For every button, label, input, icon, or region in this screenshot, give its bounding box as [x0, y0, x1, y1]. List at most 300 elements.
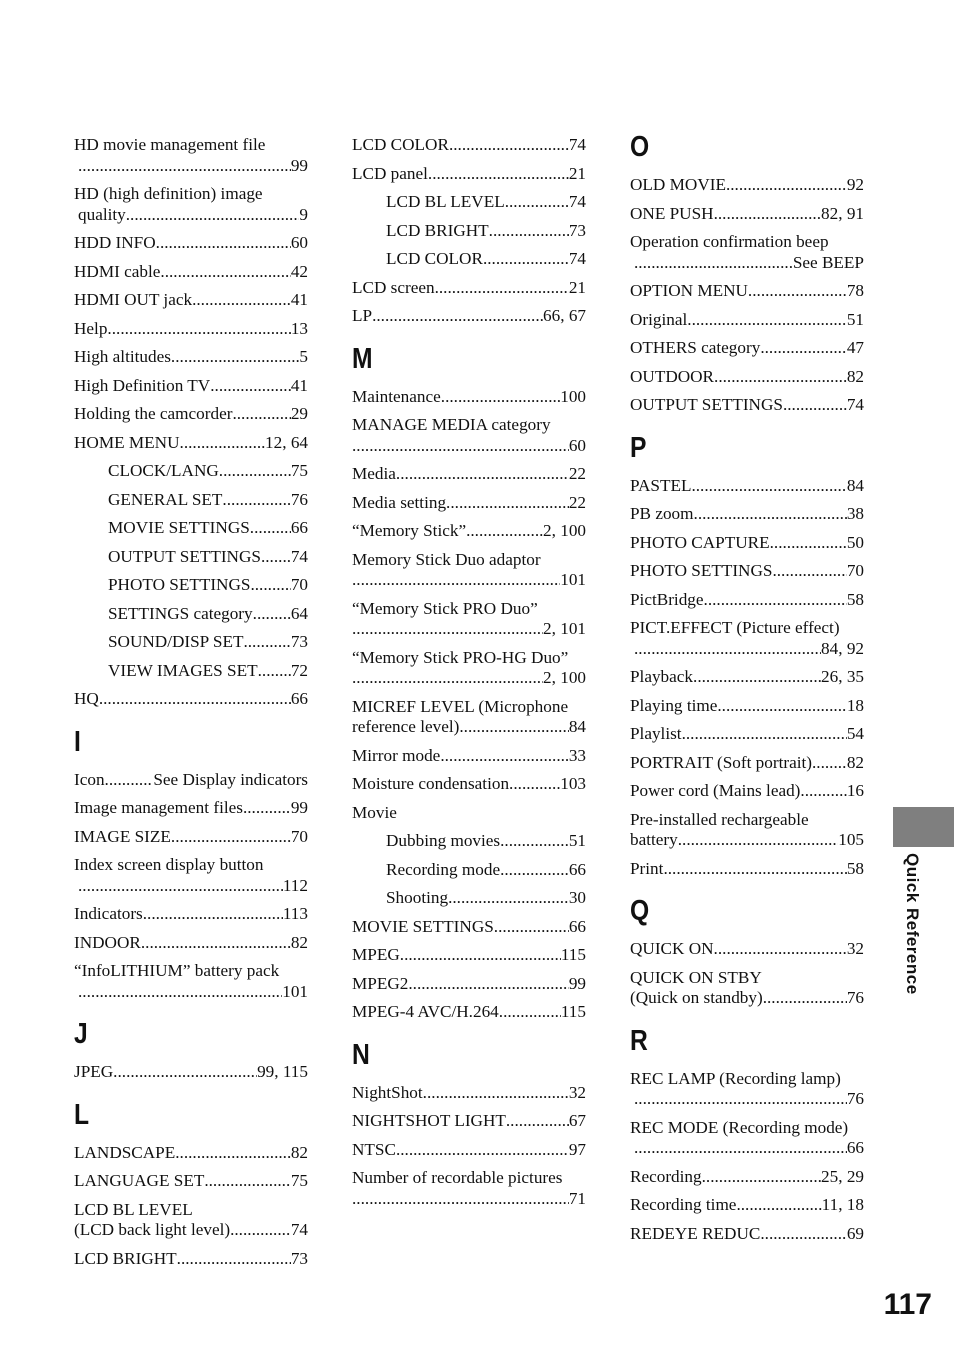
- entry-text: Moisture condensation: [352, 774, 510, 793]
- entry-line: [352, 1111, 586, 1132]
- entry-text: LCD COLOR: [352, 135, 449, 154]
- index-entry-lcd-panel: [352, 160, 586, 189]
- index-entry-pictbridge: [630, 586, 864, 615]
- page-reference: 2, 100: [543, 668, 586, 687]
- page-reference: 101: [282, 981, 308, 1001]
- index-entry-recording-time: [630, 1191, 864, 1220]
- entry-line: [352, 135, 586, 156]
- entry-text: “Memory Stick PRO Duo”: [352, 598, 538, 618]
- index-entry-operation-confirmation-beep: [630, 228, 864, 277]
- entry-line: [74, 933, 308, 954]
- entry-line: [630, 618, 864, 639]
- page-reference: 42: [290, 261, 308, 281]
- entry-text: reference level): [352, 717, 460, 736]
- entry-line: [630, 830, 864, 851]
- entry-text: NTSC: [352, 1139, 396, 1159]
- entry-line: [352, 974, 586, 995]
- entry-text: OLD MOVIE: [630, 175, 726, 194]
- index-entry-output-settings: [630, 391, 864, 420]
- page-number: 117: [883, 1288, 932, 1321]
- entry-line: [108, 547, 308, 568]
- dot-leader: [192, 290, 291, 311]
- page-reference: 26, 35: [821, 667, 864, 686]
- page-reference: 38: [846, 504, 864, 523]
- dot-leader: [704, 590, 847, 611]
- entry-line: [352, 746, 586, 767]
- entry-line: [630, 724, 864, 745]
- entry-line: [74, 876, 308, 897]
- entry-text: (LCD back light level): [74, 1220, 231, 1239]
- index-entry-pict-effect-picture-effect: [630, 614, 864, 663]
- entry-line: [352, 668, 586, 689]
- page-reference: 66: [290, 689, 308, 708]
- index-entry-old-movie: [630, 171, 864, 200]
- page-reference: 76: [290, 489, 308, 509]
- dot-leader: [428, 164, 569, 185]
- page-reference: 73: [290, 632, 308, 651]
- page-reference: 33: [568, 745, 586, 765]
- index-entry-one-push: [630, 200, 864, 229]
- page-reference: 115: [560, 945, 586, 964]
- index-entry-pastel: [630, 472, 864, 501]
- dot-leader: [78, 876, 283, 897]
- page-reference: 51: [568, 831, 586, 850]
- entry-text: REDEYE REDUC: [630, 1223, 761, 1243]
- dot-leader: [160, 262, 290, 283]
- page-reference: 74: [290, 1220, 308, 1239]
- index-entry-image-size: [74, 823, 308, 852]
- entry-line: [74, 135, 308, 156]
- letter-heading-i: I: [74, 725, 81, 758]
- entry-line: [74, 689, 308, 710]
- entry-line: [630, 253, 864, 274]
- page-reference: 18: [846, 695, 864, 715]
- page-reference: 74: [290, 546, 308, 566]
- entry-line: [352, 697, 586, 718]
- entry-text: OTHERS category: [630, 338, 761, 357]
- page-reference: 51: [846, 309, 864, 329]
- index-entry-rec-mode-recording-mode: [630, 1114, 864, 1163]
- dot-leader: [177, 1249, 291, 1270]
- index-entry-memory-stick: [352, 517, 586, 546]
- entry-line: [74, 961, 308, 982]
- dot-leader: [499, 1002, 561, 1023]
- index-entry-playlist: [630, 720, 864, 749]
- entry-line: [74, 770, 308, 791]
- dot-leader: [714, 367, 847, 388]
- dot-leader: [446, 493, 569, 514]
- page-reference: 99: [568, 973, 586, 993]
- index-entry-hdmi-out-jack: [74, 286, 308, 315]
- entry-text: PictBridge: [630, 589, 704, 609]
- dot-leader: [105, 770, 154, 791]
- entry-line: [108, 604, 308, 625]
- entry-text: MANAGE MEDIA category: [352, 415, 551, 434]
- entry-text: HDMI cable: [74, 261, 161, 281]
- entry-line: [74, 1143, 308, 1164]
- entry-line: [74, 982, 308, 1003]
- entry-text: High Definition TV: [74, 375, 211, 395]
- entry-text: Mirror mode: [352, 745, 441, 765]
- entry-line: [352, 619, 586, 640]
- entry-line: [74, 798, 308, 819]
- index-entry-sound-disp-set: [74, 628, 308, 657]
- entry-text: Original: [630, 309, 688, 329]
- page-reference: 32: [846, 939, 864, 958]
- entry-line: [630, 1167, 864, 1188]
- index-entry-others-category: [630, 334, 864, 363]
- entry-text: SETTINGS category: [108, 603, 253, 623]
- dot-leader: [78, 156, 291, 177]
- entry-text: MOVIE SETTINGS: [108, 518, 250, 537]
- dot-leader: [352, 436, 569, 457]
- letter-heading-o: O: [630, 131, 650, 163]
- entry-line: [630, 232, 864, 253]
- entry-text: PICT.EFFECT (Picture effect): [630, 618, 840, 637]
- dot-leader: [494, 917, 569, 938]
- entry-text: Playlist: [630, 724, 682, 743]
- index-entry-hdmi-cable: [74, 258, 308, 287]
- index-column-1: [74, 131, 308, 1273]
- index-entry-mpeg: [352, 941, 586, 970]
- entry-text: LCD panel: [352, 163, 428, 183]
- page-reference: 73: [568, 220, 586, 240]
- page-reference: 99: [290, 155, 308, 175]
- entry-line: [386, 860, 586, 881]
- page-reference: 78: [846, 281, 864, 300]
- entry-text: OUTPUT SETTINGS: [630, 395, 783, 414]
- dot-leader: [78, 982, 282, 1003]
- dot-leader: [352, 1189, 569, 1210]
- entry-text: Pre-installed rechargeable: [630, 809, 809, 829]
- dot-leader: [232, 404, 290, 425]
- page-reference: 101: [560, 570, 586, 589]
- dot-leader: [400, 945, 561, 966]
- index-entry-hd-high-definition-image: [74, 180, 308, 229]
- index-entry-maintenance: [352, 383, 586, 412]
- section-tab: [893, 807, 954, 847]
- entry-line: [630, 1138, 864, 1159]
- index-entry-pb-zoom: [630, 500, 864, 529]
- index-entry-shooting: [352, 884, 586, 913]
- page-reference: 72: [290, 660, 308, 680]
- page-reference: 22: [568, 492, 586, 512]
- dot-leader: [783, 395, 847, 416]
- index-entry-portrait-soft-portrait: [630, 749, 864, 778]
- entry-text: Print: [630, 858, 664, 878]
- entry-text: QUICK ON STBY: [630, 967, 762, 987]
- dot-leader: [352, 668, 543, 689]
- index-entry-lcd-screen: [352, 274, 586, 303]
- entry-text: Maintenance: [352, 386, 441, 406]
- index-entry-photo-settings: [74, 571, 308, 600]
- entry-text: GENERAL SET: [108, 489, 223, 509]
- letter-heading-n: N: [352, 1038, 370, 1071]
- entry-line: [352, 550, 586, 571]
- dot-leader: [678, 830, 838, 851]
- dot-leader: [489, 221, 569, 242]
- letter-heading-m: M: [352, 342, 373, 375]
- entry-text: LCD BL LEVEL: [386, 192, 505, 211]
- page-reference: 16: [846, 781, 864, 800]
- entry-text: PHOTO SETTINGS: [108, 575, 251, 594]
- index-entry-photo-settings: [630, 557, 864, 586]
- dot-leader: [243, 798, 291, 819]
- dot-leader: [483, 249, 569, 270]
- index-entry-lcd-color: [352, 245, 586, 274]
- page-reference: 60: [568, 435, 586, 455]
- entry-line: [352, 387, 586, 408]
- entry-text: HOME MENU: [74, 432, 180, 452]
- index-entry-indicators: [74, 900, 308, 929]
- page-reference: 64: [290, 603, 308, 623]
- entry-text: Holding the camcorder: [74, 404, 233, 423]
- page-reference: 2, 101: [543, 619, 586, 638]
- entry-line: [74, 855, 308, 876]
- entry-line: [74, 404, 308, 425]
- entry-line: [352, 599, 586, 620]
- dot-leader: [714, 204, 821, 225]
- dot-leader: [736, 1195, 821, 1216]
- entry-text: HQ: [74, 689, 99, 708]
- page-reference: 66: [846, 1138, 864, 1157]
- page-reference: 67: [568, 1111, 586, 1130]
- index-entry-print: [630, 855, 864, 884]
- index-entry-mpeg2: [352, 970, 586, 999]
- entry-text: Power cord (Mains lead): [630, 781, 801, 800]
- dot-leader: [763, 988, 847, 1009]
- entry-text: Operation confirmation beep: [630, 232, 829, 251]
- page-reference: 9: [299, 204, 308, 224]
- dot-leader: [760, 338, 847, 359]
- entry-text: REC LAMP (Recording lamp): [630, 1068, 841, 1088]
- entry-line: [630, 175, 864, 196]
- entry-text: LCD BRIGHT: [386, 220, 489, 240]
- index-entry-hd-movie-management-file: [74, 131, 308, 180]
- dot-leader: [694, 504, 847, 525]
- index-entry-indoor: [74, 929, 308, 958]
- entry-text: OUTDOOR: [630, 366, 715, 386]
- entry-line: [630, 1069, 864, 1090]
- dot-leader: [772, 561, 846, 582]
- dot-leader: [634, 639, 821, 660]
- entry-line: [630, 939, 864, 960]
- entry-line: [352, 1002, 586, 1023]
- index-entry-high-altitudes: [74, 343, 308, 372]
- entry-line: [74, 827, 308, 848]
- entry-line: [630, 1224, 864, 1245]
- entry-text: HD (high definition) image: [74, 184, 263, 203]
- index-entry-playback: [630, 663, 864, 692]
- entry-line: [630, 338, 864, 359]
- dot-leader: [500, 860, 569, 881]
- entry-text: Media: [352, 464, 396, 483]
- index-entry-memory-stick-duo-adaptor: [352, 546, 586, 595]
- page-reference: 47: [846, 338, 864, 357]
- index-entry-recording: [630, 1163, 864, 1192]
- entry-text: Number of recordable pictures: [352, 1168, 563, 1187]
- dot-leader: [634, 1138, 847, 1159]
- dot-leader: [99, 689, 291, 710]
- entry-text: Recording time: [630, 1195, 737, 1214]
- entry-line: [630, 310, 864, 331]
- page-reference: 58: [846, 589, 864, 609]
- entry-line: [352, 164, 586, 185]
- entry-line: [74, 347, 308, 368]
- entry-line: [386, 192, 586, 213]
- dot-leader: [141, 933, 291, 954]
- index-entry-original: [630, 306, 864, 335]
- page-reference: 66: [568, 916, 586, 936]
- entry-line: [352, 521, 586, 542]
- entry-text: MICREF LEVEL (Microphone: [352, 696, 569, 716]
- entry-text: MPEG-4 AVC/H.264: [352, 1002, 499, 1021]
- entry-line: [352, 1083, 586, 1104]
- index-entry-nightshot-light: [352, 1107, 586, 1136]
- page-reference: 13: [290, 318, 308, 338]
- page-reference: 84, 92: [821, 638, 864, 658]
- entry-line: [108, 661, 308, 682]
- section-label: Quick Reference: [903, 853, 922, 995]
- page-reference: 60: [290, 233, 308, 252]
- page-reference: 69: [846, 1223, 864, 1243]
- entry-line: [630, 204, 864, 225]
- index-entry-redeye-reduc: [630, 1220, 864, 1249]
- entry-line: [352, 436, 586, 457]
- entry-line: [108, 490, 308, 511]
- index-entry-language-set: [74, 1167, 308, 1196]
- entry-line: [74, 1220, 308, 1241]
- index-entry-movie: [352, 799, 586, 828]
- dot-leader: [693, 667, 821, 688]
- page-reference: 32: [568, 1082, 586, 1102]
- index-entry-hq: [74, 685, 308, 714]
- index-entry-lcd-bright: [74, 1245, 308, 1274]
- entry-text: Index screen display button: [74, 855, 264, 874]
- index-entry-moisture-condensation: [352, 770, 586, 799]
- entry-line: [108, 518, 308, 539]
- entry-text: Media setting: [352, 492, 447, 512]
- page-reference: 100: [560, 386, 586, 406]
- dot-leader: [180, 433, 266, 454]
- dot-leader: [682, 724, 847, 745]
- index-entry-manage-media-category: [352, 411, 586, 460]
- entry-line: [630, 781, 864, 802]
- index-entry-image-management-files: [74, 794, 308, 823]
- page-reference: 76: [846, 988, 864, 1007]
- entry-line: [386, 888, 586, 909]
- entry-line: [630, 504, 864, 525]
- dot-leader: [261, 547, 291, 568]
- dot-leader: [171, 347, 299, 368]
- entry-line: [630, 1195, 864, 1216]
- index-entry-jpeg: [74, 1058, 308, 1087]
- entry-text: INDOOR: [74, 932, 141, 952]
- entry-text: quality: [78, 204, 126, 224]
- entry-line: [74, 1200, 308, 1221]
- index-entry-mpeg-4-avc-h-264: [352, 998, 586, 1027]
- entry-line: [74, 433, 308, 454]
- index-entry-quick-on: [630, 935, 864, 964]
- entry-line: [352, 648, 586, 669]
- entry-line: [630, 561, 864, 582]
- page-reference: 82: [290, 932, 308, 952]
- index-entry-mirror-mode: [352, 742, 586, 771]
- page-reference: 84: [568, 717, 586, 736]
- entry-text: QUICK ON: [630, 939, 714, 958]
- index-entry-icon: [74, 766, 308, 795]
- entry-text: Movie: [352, 802, 397, 822]
- dot-leader: [459, 717, 568, 738]
- entry-text: ONE PUSH: [630, 203, 714, 223]
- entry-line: [74, 1171, 308, 1192]
- entry-text: OPTION MENU: [630, 281, 748, 300]
- entry-line: [108, 461, 308, 482]
- entry-text: Dubbing movies: [386, 831, 501, 850]
- page-reference: 74: [568, 135, 586, 154]
- dot-leader: [702, 1167, 821, 1188]
- dot-leader: [230, 1220, 291, 1241]
- entry-line: [630, 667, 864, 688]
- dot-leader: [143, 904, 283, 925]
- dot-leader: [449, 135, 569, 156]
- index-entry-nightshot: [352, 1079, 586, 1108]
- entry-text: NightShot: [352, 1082, 423, 1102]
- entry-line: [352, 803, 586, 824]
- entry-text: PHOTO CAPTURE: [630, 532, 770, 552]
- entry-line: [352, 774, 586, 795]
- page-reference: 50: [846, 532, 864, 552]
- dot-leader: [396, 464, 569, 485]
- entry-text: “Memory Stick PRO-HG Duo”: [352, 647, 569, 667]
- page-reference: 70: [846, 561, 864, 580]
- dot-leader: [210, 376, 291, 397]
- entry-text: battery: [630, 830, 678, 849]
- page-reference: 115: [560, 1002, 586, 1021]
- entry-line: [630, 753, 864, 774]
- entry-text: LCD COLOR: [386, 249, 483, 268]
- entry-text: CLOCK/LANG: [108, 461, 219, 480]
- page-reference: 74: [846, 395, 864, 414]
- entry-text: HDD INFO: [74, 233, 156, 252]
- page-reference: 66: [290, 518, 308, 537]
- page-reference: 75: [290, 1171, 308, 1190]
- page-reference: 22: [568, 464, 586, 483]
- page-reference: 71: [568, 1188, 586, 1208]
- index-entry-pre-installed-rechargeable: [630, 806, 864, 855]
- dot-leader: [717, 696, 846, 717]
- entry-text: PHOTO SETTINGS: [630, 561, 773, 580]
- dot-leader: [509, 774, 560, 795]
- page-reference: 41: [290, 290, 308, 309]
- entry-text: (Quick on standby): [630, 988, 763, 1007]
- index-entry-movie-settings: [352, 913, 586, 942]
- dot-leader: [691, 476, 846, 497]
- index-entry-hdd-info: [74, 229, 308, 258]
- entry-line: [74, 184, 308, 205]
- dot-leader: [204, 1171, 290, 1192]
- dot-leader: [352, 619, 543, 640]
- page-reference: 113: [282, 904, 308, 923]
- page-reference: 97: [568, 1139, 586, 1159]
- index-entry-lcd-bl-level: [352, 188, 586, 217]
- entry-text: Help: [74, 318, 108, 338]
- entry-line: [386, 221, 586, 242]
- entry-text: PB zoom: [630, 504, 694, 523]
- index-entry-quick-on-stby: [630, 964, 864, 1013]
- entry-line: [352, 717, 586, 738]
- index-entry-photo-capture: [630, 529, 864, 558]
